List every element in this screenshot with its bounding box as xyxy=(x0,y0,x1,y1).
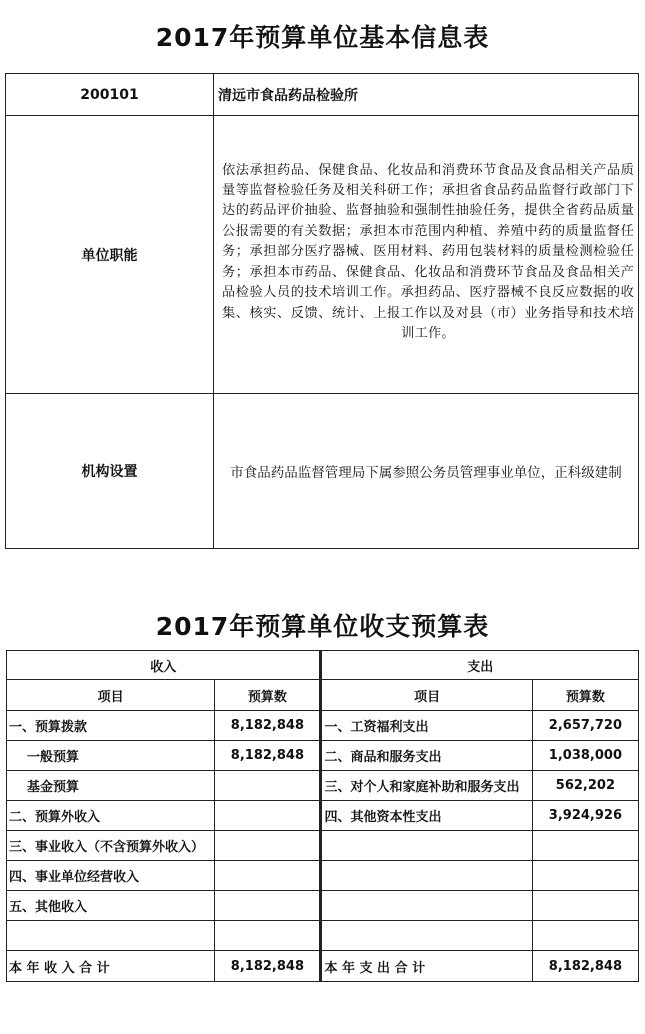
income-header: 收入 xyxy=(7,651,321,680)
duty-row xyxy=(6,116,639,394)
table-row xyxy=(7,741,639,771)
budget-title: 2017年预算单位收支预算表 xyxy=(155,612,490,641)
table-row xyxy=(7,861,639,891)
unit-row xyxy=(6,74,639,116)
income-amount-header: 预算数 xyxy=(215,680,321,711)
income-amount xyxy=(215,861,321,891)
org-text: 市食品药品监督管理局下属参照公务员管理事业单位，正科级建制 xyxy=(230,465,622,481)
income-item: 一般预算 xyxy=(7,741,215,771)
expense-total: 8,182,848 xyxy=(532,951,638,982)
income-item: 四、事业单位经营收入 xyxy=(7,861,215,891)
income-amount xyxy=(215,891,321,921)
expense-item xyxy=(321,921,532,951)
income-item: 五、其他收入 xyxy=(7,891,215,921)
income-amount xyxy=(215,771,321,801)
duty-label: 单位职能 xyxy=(6,116,214,394)
table-row xyxy=(7,711,639,741)
table-row xyxy=(7,771,639,801)
expense-item-header: 项目 xyxy=(321,680,532,711)
income-item: 基金预算 xyxy=(7,771,215,801)
duty-text: 依法承担药品、保健食品、化妆品和消费环节食品及食品相关产品质量等监督检验任务及相关科研工作；承担省食品药品监督行政部门下达的药品评价抽验、监督抽验和强制性抽验任务，提供全省药品质量公报需要的有关数据；承担本市范围内种植、养殖中药的质量监督任务；承担部分医疗器械、医用材料、药用包装材料的质量检测检验任务；承担本市药品、保健食品、化妆品和消费环节食品及食品相关产品检验人员的技术培训工作。承担药品、医疗器械不良反应数据的收集、核实、反馈、统计、上报工作以及对县（市）业务指导和技术培训工作。 xyxy=(222,162,634,341)
income-amount xyxy=(215,831,321,861)
income-total: 8,182,848 xyxy=(215,951,321,982)
expense-amount: 2,657,720 xyxy=(532,711,638,741)
table-row xyxy=(7,891,639,921)
expense-amount xyxy=(532,891,638,921)
page-title: 2017年预算单位基本信息表 xyxy=(155,23,490,52)
expense-item xyxy=(321,861,532,891)
expense-item xyxy=(321,891,532,921)
table-row xyxy=(7,801,639,831)
income-amount xyxy=(215,801,321,831)
income-item-header: 项目 xyxy=(7,680,215,711)
income-item: 一、预算拨款 xyxy=(7,711,215,741)
budget-table xyxy=(6,650,639,982)
income-item xyxy=(7,921,215,951)
expense-total-label: 本 年 支 出 合 计 xyxy=(321,951,532,982)
org-label: 机构设置 xyxy=(6,394,214,549)
org-row xyxy=(6,394,639,549)
expense-amount: 562,202 xyxy=(532,771,638,801)
table-row xyxy=(7,921,639,951)
income-amount: 8,182,848 xyxy=(215,741,321,771)
income-amount xyxy=(215,921,321,951)
basic-info-table xyxy=(5,73,639,549)
expense-amount xyxy=(532,861,638,891)
unit-name: 清远市食品药品检验所 xyxy=(214,74,639,116)
expense-amount: 1,038,000 xyxy=(532,741,638,771)
table-row xyxy=(7,831,639,861)
expense-amount xyxy=(532,921,638,951)
expense-header: 支出 xyxy=(321,651,639,680)
column-header-row xyxy=(7,680,639,711)
expense-item: 一、工资福利支出 xyxy=(321,711,532,741)
section-header-row xyxy=(7,651,639,680)
expense-amount: 3,924,926 xyxy=(532,801,638,831)
expense-item: 三、对个人和家庭补助和服务支出 xyxy=(321,771,532,801)
income-total-label: 本 年 收 入 合 计 xyxy=(7,951,215,982)
expense-amount xyxy=(532,831,638,861)
total-row xyxy=(7,951,639,982)
unit-code: 200101 xyxy=(6,74,214,116)
income-item: 三、事业收入（不含预算外收入） xyxy=(7,831,215,861)
expense-item: 四、其他资本性支出 xyxy=(321,801,532,831)
income-item: 二、预算外收入 xyxy=(7,801,215,831)
income-amount: 8,182,848 xyxy=(215,711,321,741)
expense-item xyxy=(321,831,532,861)
expense-item: 二、商品和服务支出 xyxy=(321,741,532,771)
expense-amount-header: 预算数 xyxy=(532,680,638,711)
